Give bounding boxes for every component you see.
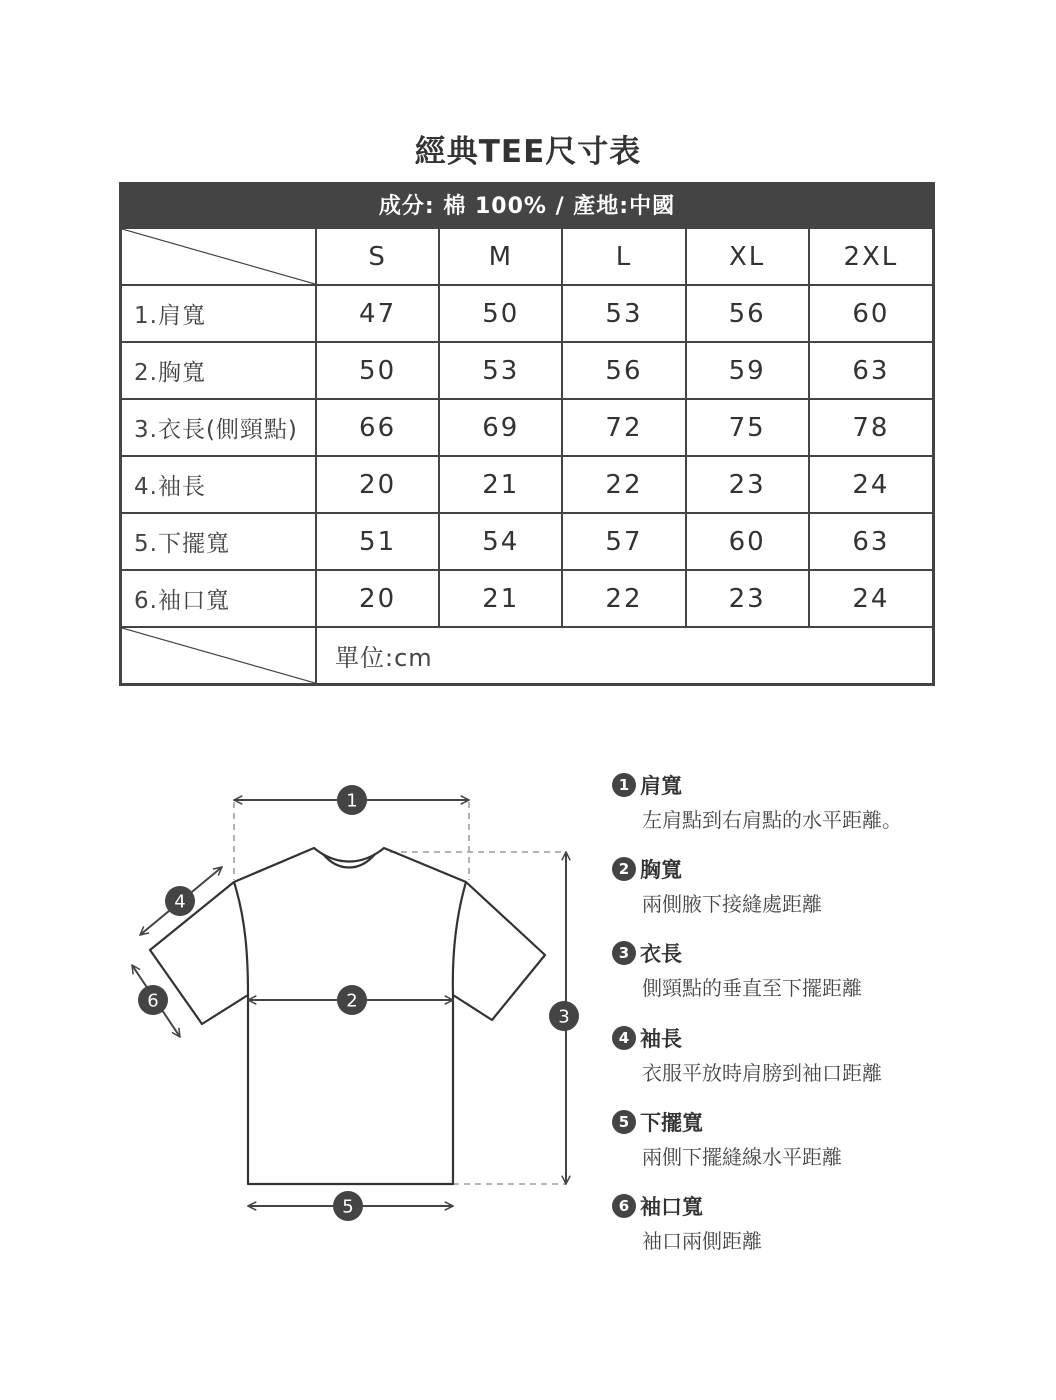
legend-number-badge: 4	[612, 1026, 636, 1050]
table-cell: 47	[316, 285, 439, 342]
table-cell: 60	[809, 285, 932, 342]
row-label: 6.袖口寬	[122, 570, 316, 627]
table-cell: 53	[562, 285, 685, 342]
legend-description: 袖口兩側距離	[642, 1229, 762, 1253]
size-header-xl: XL	[686, 229, 809, 285]
page-title: 經典TEE尺寸表	[414, 134, 642, 170]
table-cell: 57	[562, 513, 685, 570]
size-table	[119, 182, 935, 686]
legend-title: 肩寬	[640, 774, 682, 798]
table-cell: 63	[809, 513, 932, 570]
legend-number-badge: 6	[612, 1194, 636, 1218]
unit-label: 單位:cm	[316, 627, 932, 683]
guide-lines	[234, 802, 566, 1184]
marker-1	[337, 785, 367, 815]
marker-5-label: 5	[342, 1196, 354, 1218]
marker-4	[165, 886, 195, 916]
legend-description: 側頸點的垂直至下擺距離	[642, 976, 862, 1000]
table-cell: 78	[809, 399, 932, 456]
table-row-length	[122, 399, 932, 456]
legend-title: 袖長	[640, 1027, 682, 1051]
table-cell: 51	[316, 513, 439, 570]
corner-cell	[122, 627, 316, 683]
row-label: 3.衣長(側頸點)	[122, 399, 316, 456]
size-header-row	[122, 229, 932, 285]
size-header-2xl: 2XL	[809, 229, 932, 285]
table-cell: 66	[316, 399, 439, 456]
tshirt-outline	[150, 848, 545, 1184]
marker-2-label: 2	[346, 990, 358, 1012]
table-cell: 72	[562, 399, 685, 456]
size-grid	[122, 229, 932, 683]
legend-title: 袖口寬	[640, 1195, 703, 1219]
size-header-m: M	[439, 229, 562, 285]
legend-description: 兩側腋下接縫處距離	[642, 892, 822, 916]
marker-3	[549, 1001, 579, 1031]
legend-title: 下擺寬	[640, 1111, 703, 1135]
table-cell: 75	[686, 399, 809, 456]
table-cell: 20	[316, 456, 439, 513]
table-cell: 54	[439, 513, 562, 570]
legend-item-sleeve-length	[612, 1023, 1032, 1086]
legend-description: 衣服平放時肩膀到袖口距離	[642, 1061, 882, 1085]
row-label: 1.肩寬	[122, 285, 316, 342]
table-cell: 24	[809, 456, 932, 513]
diagonal-line	[122, 229, 315, 284]
legend-title: 衣長	[640, 942, 682, 966]
table-row-cuff	[122, 570, 932, 627]
marker-1-label: 1	[346, 790, 358, 812]
table-cell: 23	[686, 456, 809, 513]
table-cell: 69	[439, 399, 562, 456]
table-cell: 60	[686, 513, 809, 570]
table-cell: 21	[439, 456, 562, 513]
legend-description: 左肩點到右肩點的水平距離。	[642, 808, 902, 832]
table-cell: 50	[439, 285, 562, 342]
table-row-sleeve-length	[122, 456, 932, 513]
table-cell: 22	[562, 456, 685, 513]
size-header-l: L	[562, 229, 685, 285]
table-cell: 56	[562, 342, 685, 399]
table-cell: 59	[686, 342, 809, 399]
corner-cell	[122, 229, 316, 285]
tshirt-diagram	[0, 740, 600, 1280]
marker-5	[333, 1191, 363, 1221]
legend-item-hem	[612, 1107, 1032, 1170]
table-cell: 24	[809, 570, 932, 627]
marker-2	[337, 985, 367, 1015]
table-row-shoulder	[122, 285, 932, 342]
row-label: 5.下擺寬	[122, 513, 316, 570]
legend-number-badge: 5	[612, 1110, 636, 1134]
legend-number-badge: 3	[612, 941, 636, 965]
table-cell: 63	[809, 342, 932, 399]
table-cell: 53	[439, 342, 562, 399]
unit-row	[122, 627, 932, 683]
legend-number-badge: 2	[612, 857, 636, 881]
marker-3-label: 3	[558, 1006, 570, 1028]
legend-item-length	[612, 938, 1032, 1001]
size-header-s: S	[316, 229, 439, 285]
table-cell: 23	[686, 570, 809, 627]
table-cell: 56	[686, 285, 809, 342]
marker-4-label: 4	[174, 891, 186, 913]
marker-6-label: 6	[147, 990, 159, 1012]
row-label: 2.胸寬	[122, 342, 316, 399]
row-label: 4.袖長	[122, 456, 316, 513]
diagonal-line	[122, 628, 315, 683]
table-row-hem	[122, 513, 932, 570]
table-cell: 20	[316, 570, 439, 627]
table-cell: 21	[439, 570, 562, 627]
table-cell: 22	[562, 570, 685, 627]
legend-item-chest	[612, 854, 1032, 917]
table-cell: 50	[316, 342, 439, 399]
legend-title: 胸寬	[640, 858, 682, 882]
marker-6	[138, 985, 168, 1015]
legend-description: 兩側下擺縫線水平距離	[642, 1145, 842, 1169]
legend-item-cuff	[612, 1191, 1032, 1254]
legend-item-shoulder	[612, 770, 1032, 833]
legend-number-badge: 1	[612, 773, 636, 797]
table-row-chest	[122, 342, 932, 399]
table-header: 成分: 棉 100% / 產地:中國	[122, 185, 932, 229]
